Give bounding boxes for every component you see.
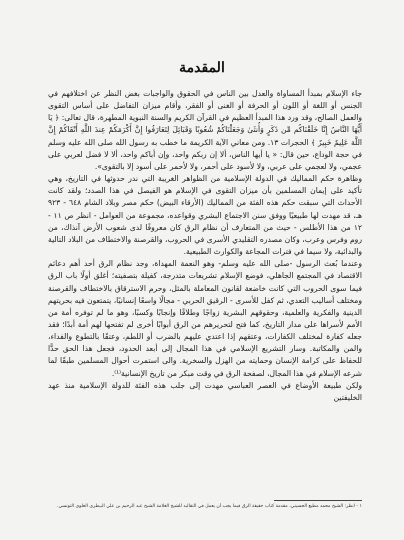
footnote: ١ - انظر: الشيخ محمد مطيع الحسيني، مقدمة كتاب حقيقة الرق فيما يجب أن يعمل في التقاليد للشيخ العلامة الشيخ عبد الرحيم بن علي البيطري العلوي التونسي. xyxy=(57,504,362,509)
body-text xyxy=(48,88,362,404)
paragraph-4: ولكن طبيعة الأوضاع في العصر العباسي مهدت إلى جلب هذه الفئة للدولة الإسلامية منذ عهد الخليفتين xyxy=(48,380,362,402)
paragraph-1: جاء الإسلام بمبدأ المساواة والعدل بين الناس في الحقوق والواجبات بغض النظر عن اختلافهم في الجنس أو اللغة أو اللون أو الحرفة أو الغنى أو الفقر، وأقام ميزان التفاضل على أساس التقوى والعمل الصالح، وقد ورد هذا المبدأ العظيم في القرآن الكريم والسنة النبوية المطهرة، قال تعالى: ﴿ يَا أَيُّهَا النَّاسُ إِنَّا خَلَقْنَاكُم مِّن ذَكَرٍ وَأُنثَىٰ وَجَعَلْنَاكُمْ شُعُوبًا وَقَبَائِلَ لِتَعَارَفُوا إِنَّ أَكْرَمَكُمْ عِندَ اللَّهِ أَتْقَاكُمْ إِنَّ اللَّهَ عَلِيمٌ خَبِيرٌ ﴾ الحجرات ١٣. ومن معاني الآية الكريمة ما خطب به رسول الله صلى الله عليه وسلم في حجة الوداع، حين قال: « يا أيها الناس، ألا إن ربكم واحد، وإن أباكم واحد، ألا لا فضل لعربي على عجمي، ولا لعجمي على عربي، ولا لأسود على أحمر، ولا لأحمر على أسود إلا بالتقوى». xyxy=(48,89,362,171)
paragraph-3: وعندما بُعث الرسول -صلى الله عليه وسلم- وهو النعمة المهداة، وجد نظام الرق أحد أهم دعائم الاقتصاد في المجتمع الجاهلي، فوضع الإسلام تشريعات متدرجة، كفيلة بتصفيته؛ أغلق أولًا باب الرق فيما سوى الحروب التي كانت خاضعة لقانون المعاملة بالمثل، وحرم الاسترقاق بالاختطاف والقرصنة ومختلف أساليب التعدي، ثم كفل للأسرى - الرقيق الحربي - مجالًا واسعًا إنسانيًا، يتمتعون فيه بحريتهم الدينية والفكرية والعلمية، وحقوقهم البشرية زواجًا وطلاقًا وإنجابًا وكسبًا، وهو ما لم توفره أمة من الأمم لأسراها على مدار التاريخ، كما فتح لتحريرهم من الرق أبوابًا أخرى لم تفتحها لهم أمة أبدًا؛ فقد جعله كفارة لمختلف الكفارات، وعتقهم إذا اعتدي عليهم بالضرب أو اللطم، وعتقًا بالتطوع والفداء، والمن والمكاتبة. وسار التشريع الإسلامي في هذا المجال إلى أبعد الحدود، فجعل هذا الحق حدًّا للحفاظ على كرامة الإنسان وحمايته من الهزل والسخرية. والى استمرت أحوال المسلمين طبقًا لما شرعه الإسلام في هذا المجال، لصفحة الرق في وقت مبكر من تاريخ الإنسانية⁽¹⁾. xyxy=(48,259,362,378)
footnote-divider xyxy=(274,500,362,501)
paragraph-2: وظاهرة حكم المماليك في الدولة الإسلامية من الظواهر الغريبة التي ندر حدوثها في التاريخ، وهي تأكيد على إيمان المسلمين بأن ميزان التقوى في الإسلام هو الفيصل في هذا الصدد؛ ولقد كانت الأحداث التي سبقت حكم هذه الفئة من المماليك (الأرقاء البيض) حكم مصر وبلاد الشام ٦٤٨ - ٩٢٣ هـ، قد مهدت لها طبيعيًا ووفق سنن الاجتماع البشري وقواعده، مجموعة من العوامل - انظر ص ١١ - ١٢ من هذا الأطلس - حيث من المتعارف أن نظام الرق كان معروفًا لدى شعوب الأرض آنذاك، من روم وفرس وعرب، وكان مصدره التقليدي الأسرى في الحروب، والقرصنة والاختطاف من البلاد التالية والبدائية، ولا سيما في فترات المجاعة والكوارث الطبيعية. xyxy=(48,174,363,257)
page-title: المقدمة xyxy=(179,60,225,76)
